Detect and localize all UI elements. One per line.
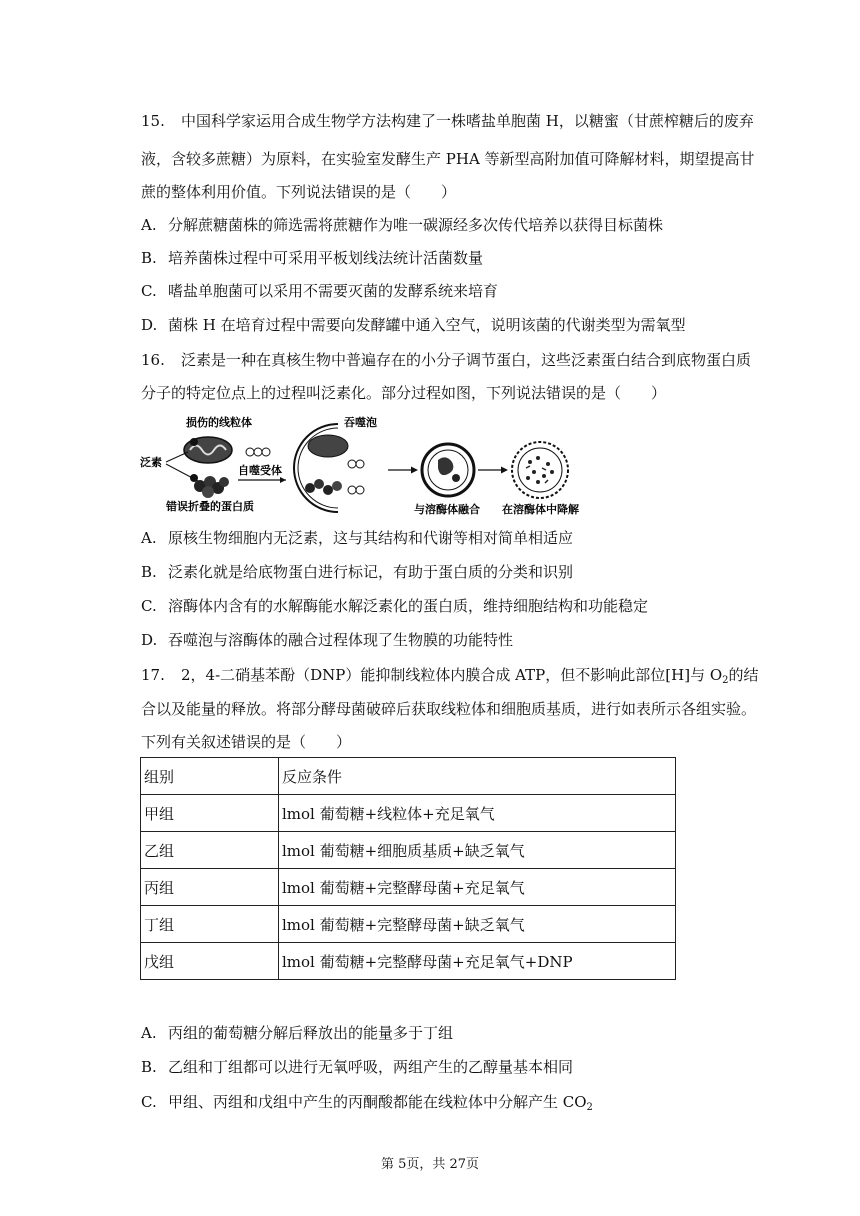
q15-option-c: C. 嗜盐单胞菌可以采用不需要灭菌的发酵系统来培育 [141, 282, 499, 300]
label-ubiquitin: 泛素 [140, 456, 162, 469]
q15-stem-line-3: 蔗的整体利用价值。下列说法错误的是（ ） [141, 183, 457, 201]
experiment-table [140, 757, 676, 980]
label-damaged-mito: 损伤的线粒体 [186, 416, 252, 429]
q15-stem-line-2: 液，含较多蔗糖）为原料，在实验室发酵生产 PHA 等新型高附加值可降解材料，期望提高甘 [141, 150, 755, 168]
table-cell: 甲组 [141, 795, 279, 832]
table-cell: 乙组 [141, 832, 279, 869]
q17-option-a: A. 丙组的葡萄糖分解后释放出的能量多于丁组 [141, 1024, 454, 1042]
autophagy-receptor-icon [246, 448, 270, 456]
table-row [141, 869, 676, 906]
q15-number: 15. [141, 112, 165, 130]
q17-stem-line-3: 下列有关叙述错误的是（ ） [141, 733, 352, 751]
table-cell: 丁组 [141, 906, 279, 943]
phagophore-icon [294, 424, 364, 512]
label-degrade: 在溶酶体中降解 [502, 503, 579, 516]
q17-stem-line-2: 合以及能量的释放。将部分酵母菌破碎后获取线粒体和细胞质基质，进行如表所示各组实验。 [141, 700, 757, 718]
table-cell: lmol 葡萄糖+细胞质基质+缺乏氧气 [279, 832, 676, 869]
page-footer: 第 5页，共 27页 [380, 1157, 480, 1172]
lysosome-fusion-icon [422, 444, 474, 496]
q17-stem-line-1: 17. 2，4-二硝基苯酚（DNP）能抑制线粒体内膜合成 ATP，但不影响此部位[H]与 $O_2$的结 [141, 666, 759, 686]
table-cell: lmol 葡萄糖+线粒体+充足氧气 [279, 795, 676, 832]
table-row [141, 943, 676, 980]
q16-stem-line-1: 16. 泛素是一种在真核生物中普遍存在的小分子调节蛋白，这些泛素蛋白结合到底物蛋白质 [141, 351, 752, 369]
q17-number: 17. [141, 666, 165, 684]
table-cell: lmol 葡萄糖+完整酵母菌+充足氧气+DNP [279, 943, 676, 980]
lysosome-degradation-icon [512, 442, 568, 498]
table-cell: lmol 葡萄糖+完整酵母菌+充足氧气 [279, 869, 676, 906]
misfolded-protein-icon [190, 474, 229, 498]
table-cell: lmol 葡萄糖+完整酵母菌+缺乏氧气 [279, 906, 676, 943]
q15-stem-line-1: 15. 中国科学家运用合成生物学方法构建了一株嗜盐单胞菌 H，以糖蜜（甘蔗榨糖后的废弃 [141, 112, 754, 130]
table-row [141, 795, 676, 832]
q16-option-d: D. 吞噬泡与溶酶体的融合过程体现了生物膜的功能特性 [141, 631, 514, 649]
table-cell: 戊组 [141, 943, 279, 980]
table-row [141, 906, 676, 943]
q16-number: 16. [141, 351, 165, 369]
label-fusion: 与溶酶体融合 [414, 503, 480, 516]
ubiquitin-dot-icon [190, 438, 198, 446]
table-header-row [141, 758, 676, 795]
table-cell: 丙组 [141, 869, 279, 906]
q16-stem-line-2: 分子的特定位点上的过程叫泛素化。部分过程如图，下列说法错误的是（ ） [141, 384, 667, 402]
table-header-cell: 反应条件 [279, 758, 676, 795]
label-misfolded: 错误折叠的蛋白质 [166, 500, 254, 513]
ubiquitination-diagram [138, 412, 608, 518]
q16-option-c: C. 溶酶体内含有的水解酶能水解泛素化的蛋白质，维持细胞结构和功能稳定 [141, 597, 649, 615]
label-receptor: 自噬受体 [238, 464, 282, 477]
q16-option-a: A. 原核生物细胞内无泛素，这与其结构和代谢等相对简单相适应 [141, 529, 574, 547]
q17-option-c: C. 甲组、丙组和戊组中产生的丙酮酸都能在线粒体中分解产生 $CO_2$ [141, 1093, 593, 1113]
q17-option-b: B. 乙组和丁组都可以进行无氧呼吸，两组产生的乙醇量基本相同 [141, 1058, 574, 1076]
table-header-cell: 组别 [141, 758, 279, 795]
q16-option-b: B. 泛素化就是给底物蛋白进行标记，有助于蛋白质的分类和识别 [141, 563, 574, 581]
q15-option-a: A. 分解蔗糖菌株的筛选需将蔗糖作为唯一碳源经多次传代培养以获得目标菌株 [141, 216, 664, 234]
table-row [141, 832, 676, 869]
q15-option-b: B. 培养菌株过程中可采用平板划线法统计活菌数量 [141, 249, 484, 267]
label-phagophore: 吞噬泡 [344, 416, 377, 429]
q15-option-d: D. 菌株 H 在培育过程中需要向发酵罐中通入空气，说明该菌的代谢类型为需氧型 [141, 316, 686, 334]
